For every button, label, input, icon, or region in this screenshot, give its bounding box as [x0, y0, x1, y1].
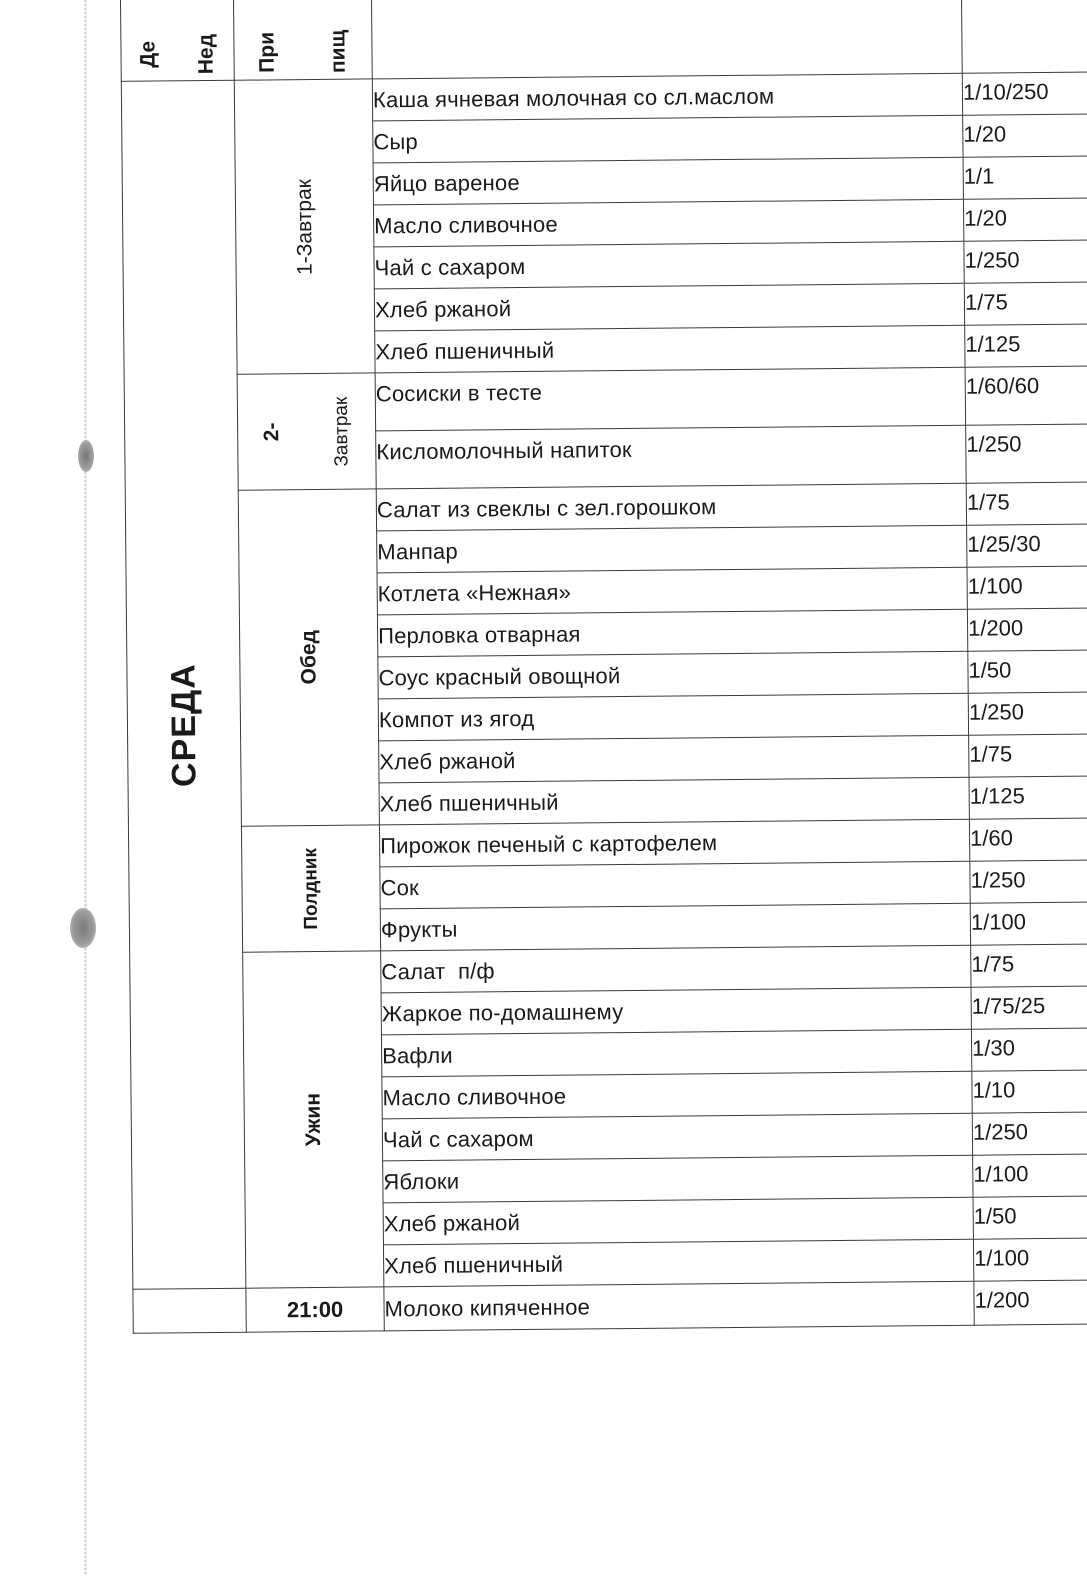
dish-name: Каша ячневая молочная со сл.маслом	[372, 73, 962, 121]
portion: 1/50	[968, 650, 1087, 694]
day-cell-empty	[133, 1288, 246, 1333]
meal-time-label: 21:00	[246, 1287, 384, 1332]
header-day-line2: Нед	[194, 33, 218, 75]
portion: 1/10/250	[962, 72, 1087, 116]
portion: 1/250	[972, 1112, 1087, 1156]
meal-label: Обед	[296, 630, 321, 685]
dish-name: Кисломолочный напиток	[376, 425, 967, 489]
dish-name: Сосиски в тесте	[375, 367, 966, 431]
dish-name: Масло сливочное	[382, 1071, 972, 1119]
portion: 1/60/60	[965, 366, 1087, 426]
portion: 1/200	[974, 1280, 1087, 1326]
dish-name: Чай с сахаром	[382, 1113, 972, 1161]
meal-cell-breakfast-1	[234, 79, 375, 374]
portion: 1/250	[964, 240, 1087, 284]
portion: 1/200	[967, 608, 1087, 652]
dish-name: Пирожок печеный с картофелем	[379, 819, 969, 867]
dish-name: Хлеб ржаной	[374, 283, 964, 331]
dish-name: Хлеб пшеничный	[383, 1239, 973, 1287]
dish-name: Салат из свеклы с зел.горошком	[376, 483, 966, 531]
meal-cell-lunch	[238, 489, 379, 826]
dish-name: Сок	[380, 861, 970, 909]
header-portion	[961, 0, 1087, 73]
dish-name: Хлеб ржаной	[379, 735, 969, 783]
portion: 1/250	[966, 424, 1087, 484]
table-header-row	[120, 0, 1087, 81]
day-label: СРЕДА	[163, 662, 204, 787]
table-row	[133, 1280, 1087, 1334]
portion: 1/75	[964, 282, 1087, 326]
portion: 1/125	[969, 776, 1087, 820]
portion: 1/125	[965, 324, 1087, 368]
portion: 1/60	[969, 818, 1087, 862]
dish-name: Хлеб ржаной	[383, 1197, 973, 1245]
meal-label: Полдник	[299, 847, 322, 930]
portion: 1/1	[963, 156, 1087, 200]
dish-name: Молоко кипяченное	[384, 1281, 974, 1331]
portion: 1/100	[973, 1238, 1087, 1282]
portion: 1/75	[969, 734, 1087, 778]
dish-name: Хлеб пшеничный	[375, 325, 965, 373]
meal-label-line1: 2-	[260, 422, 284, 442]
meal-label: 1-Завтрак	[292, 178, 317, 275]
portion: 1/20	[963, 114, 1087, 158]
portion: 1/100	[970, 902, 1087, 946]
portion: 1/100	[967, 566, 1087, 610]
portion: 1/25/30	[967, 524, 1087, 568]
menu-table	[120, 0, 1087, 1334]
portion: 1/75/25	[971, 986, 1087, 1030]
header-day-line1: Де	[136, 40, 160, 69]
portion: 1/30	[971, 1028, 1087, 1072]
meal-cell-breakfast-2	[237, 373, 376, 490]
header-meal-line2: пищ	[326, 29, 350, 73]
portion: 1/250	[970, 860, 1087, 904]
header-dish-name	[371, 0, 962, 79]
dish-name: Хлеб пшеничный	[379, 777, 969, 825]
portion: 1/10	[972, 1070, 1087, 1114]
portion: 1/50	[973, 1196, 1087, 1240]
table-row	[124, 366, 1087, 434]
dish-name: Вафли	[381, 1029, 971, 1077]
portion: 1/75	[971, 944, 1087, 988]
portion: 1/75	[966, 482, 1087, 526]
portion: 1/20	[963, 198, 1087, 242]
dish-name: Перловка отварная	[377, 609, 967, 657]
meal-cell-dinner	[243, 951, 384, 1288]
dish-name: Яйцо вареное	[373, 157, 963, 205]
portion: 1/100	[973, 1154, 1087, 1198]
dish-name: Жаркое по-домашнему	[381, 987, 971, 1035]
header-day-of-week	[120, 0, 234, 81]
dish-name: Компот из ягод	[378, 693, 968, 741]
dish-name: Масло сливочное	[373, 199, 963, 247]
meal-cell-snack	[241, 825, 380, 952]
header-meal-time	[233, 0, 372, 80]
dish-name: Соус красный овощной	[378, 651, 968, 699]
header-meal-line1: При	[255, 31, 279, 73]
day-cell	[121, 80, 246, 1289]
dish-name: Чай с сахаром	[374, 241, 964, 289]
dish-name: Салат п/ф	[381, 945, 971, 993]
meal-label: Ужин	[301, 1092, 325, 1147]
dish-name: Фрукты	[380, 903, 970, 951]
portion: 1/250	[968, 692, 1087, 736]
dish-name: Котлета «Нежная»	[377, 567, 967, 615]
dish-name: Яблоки	[383, 1155, 973, 1203]
dish-name: Манпар	[377, 525, 967, 573]
meal-label-line2: Завтрак	[330, 396, 353, 467]
dish-name: Сыр	[373, 115, 963, 163]
